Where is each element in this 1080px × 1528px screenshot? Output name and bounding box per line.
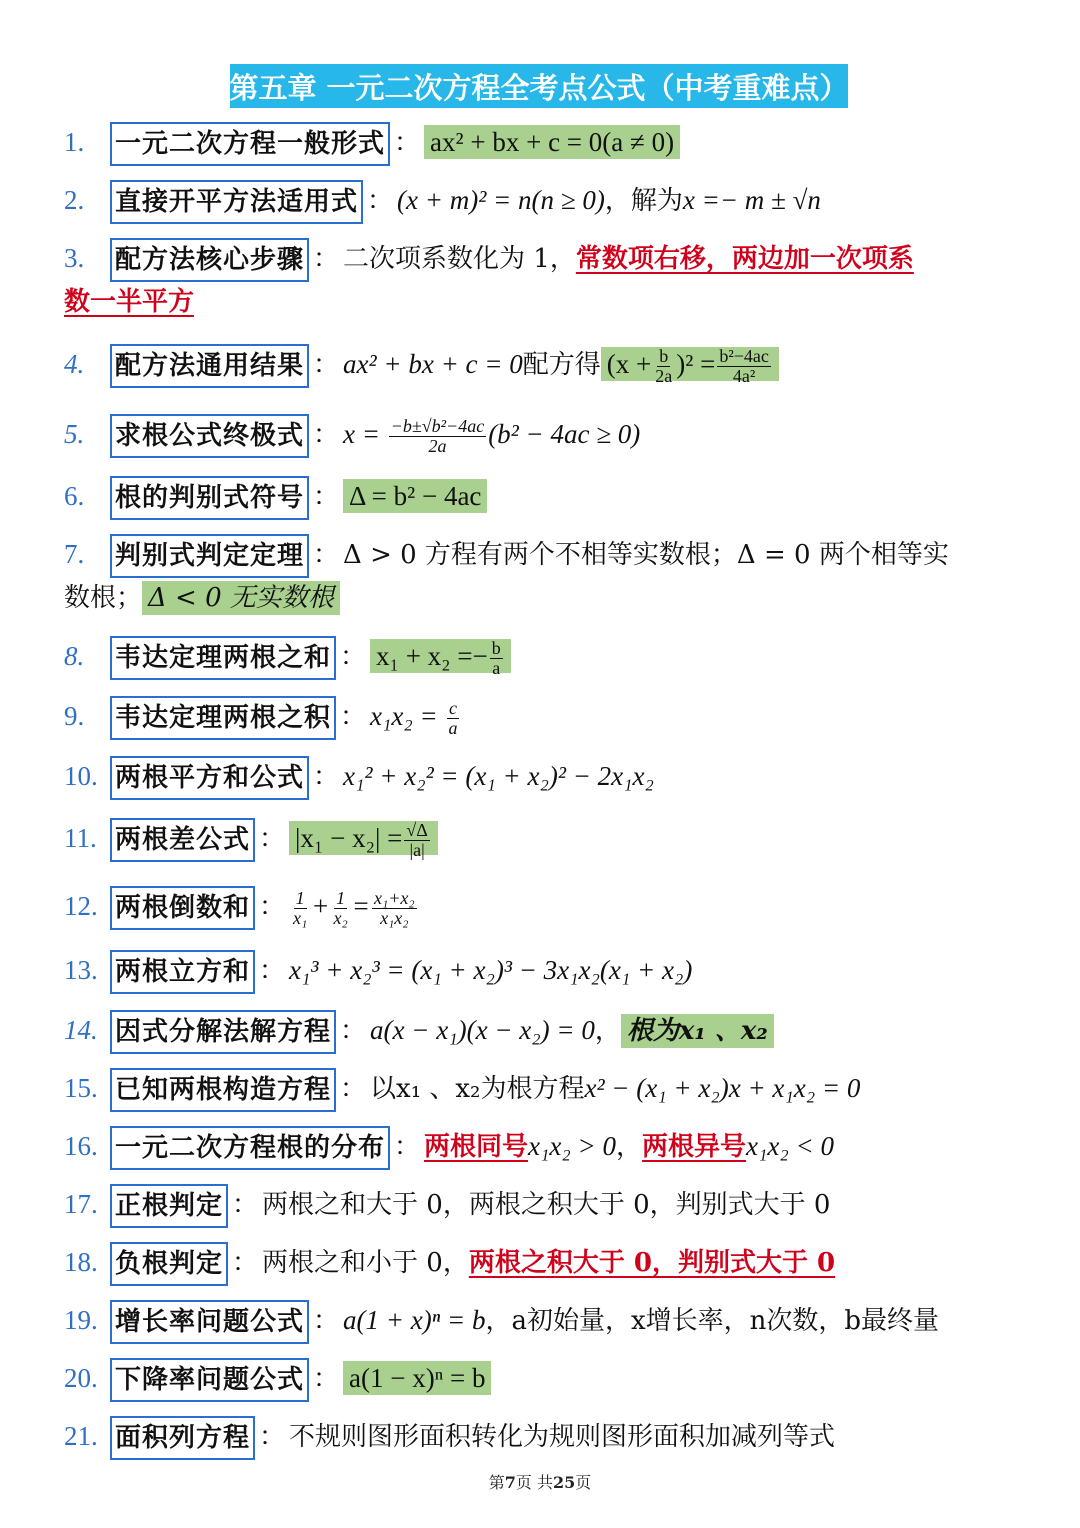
emphasis-text: 两根异号 <box>642 1132 747 1162</box>
item-number: 13. <box>64 955 98 985</box>
item-number: 11. <box>64 823 97 853</box>
text: ，a初始量，x增长率，n次数，b最终量 <box>485 1306 940 1336</box>
text: 两根之和大于 0，两根之积大于 0，判别式大于 0 <box>262 1190 831 1220</box>
keyword-box: 一元二次方程根的分布 <box>110 1126 390 1170</box>
keyword-box: 配方法核心步骤 <box>110 238 309 282</box>
page-title: 第五章 一元二次方程全考点公式（中考重难点） <box>230 64 848 108</box>
formula-highlight: x₁ + x₂ =− $\frac{b}{a}$ <box>370 639 511 673</box>
keyword-box: 求根公式终极式 <box>110 414 309 458</box>
keyword-box: 下降率问题公式 <box>110 1358 309 1402</box>
text: Δ > 0 方程有两个不相等实数根；Δ = 0 两个相等实 <box>343 540 949 570</box>
emphasis-text: 两根同号 <box>424 1132 529 1162</box>
formula-item: 15. 已知两根构造方程 ： 以x₁ 、x₂为根方程x² − (x₁ + x₂)x + x₁x₂ = 0 <box>64 1066 1024 1112</box>
item-number: 18. <box>64 1247 98 1277</box>
formula: a(1 − x)ⁿ = b <box>343 1361 491 1395</box>
text: 数根； <box>64 583 143 613</box>
keyword-box: 两根倒数和 <box>110 886 255 930</box>
item-number: 19. <box>64 1305 98 1335</box>
item-number: 4. <box>64 349 85 379</box>
item-number: 21. <box>64 1421 98 1451</box>
text: 配方得 <box>522 350 601 380</box>
formula-item: 13. 两根立方和 ： x₁³ + x₂³ = (x₁ + x₂)³ − 3x₁x₂(x₁ + x₂) <box>64 948 1024 994</box>
formula: $\frac{1}{\text{x₁}}$ + $\frac{1}{\text{x₂}}$ = $\frac{\text{x₁+x₂}}{\text{x₁x₂}}$ <box>293 888 415 929</box>
formula: x =− m ± √n <box>682 185 821 215</box>
text: ， <box>616 1132 643 1162</box>
formula: (x + m)² = n(n ≥ 0) <box>397 185 605 215</box>
text: 以x₁ 、x₂为根方程 <box>370 1074 585 1104</box>
text: 不规则图形面积转化为规则图形面积加减列等式 <box>289 1422 836 1452</box>
item-number: 7. <box>64 539 85 569</box>
formula-item: 3. 配方法核心步骤 ： 二次项系数化为 1，常数项右移，两边加一次项系 <box>64 236 1024 282</box>
formula-item: 9. 韦达定理两根之积 ： x₁x₂ = $\frac{c}{a}$ <box>64 694 1024 740</box>
formula-highlight: Δ < 0 无实数根 <box>142 581 340 615</box>
keyword-box: 增长率问题公式 <box>110 1300 309 1344</box>
keyword-box: 韦达定理两根之积 <box>110 696 336 740</box>
keyword-box: 已知两根构造方程 <box>110 1068 336 1112</box>
item-number: 1. <box>64 127 85 157</box>
keyword-box: 因式分解法解方程 <box>110 1010 336 1054</box>
item-number: 17. <box>64 1189 98 1219</box>
formula-item: 17. 正根判定 ： 两根之和大于 0，两根之积大于 0，判别式大于 0 <box>64 1182 1024 1228</box>
emphasis-text: 两根之积大于 0，判别式大于 0 <box>468 1248 836 1278</box>
item-number: 5. <box>64 419 85 449</box>
item-number: 3. <box>64 243 85 273</box>
formula: x₁x₂ > 0 <box>528 1131 617 1161</box>
formula: a(x − x₁)(x − x₂) = 0 <box>370 1015 595 1045</box>
item-number: 10. <box>64 761 98 791</box>
page-number: 7 <box>504 1473 516 1492</box>
formula-item: 19. 增长率问题公式 ： a(1 + x)ⁿ = b，a初始量，x增长率，n次数，b最终量 <box>64 1298 1024 1344</box>
keyword-box: 面积列方程 <box>110 1416 255 1460</box>
formula-item: 1. 一元二次方程一般形式 ： ax² + bx + c = 0(a ≠ 0) <box>64 120 1024 166</box>
item-number: 14. <box>64 1015 98 1045</box>
formula: ax² + bx + c = 0(a ≠ 0) <box>424 125 680 159</box>
formula-item: 14. 因式分解法解方程 ： a(x − x₁)(x − x₂) = 0， 根为x₁ 、x₂ <box>64 1008 1024 1054</box>
formula-item: 11. 两根差公式 ： |x₁ − x₂| = $\frac{√\Delta}{|a|}$ <box>64 816 1024 862</box>
formula: x₁³ + x₂³ = (x₁ + x₂)³ − 3x₁x₂(x₁ + x₂) <box>289 955 693 985</box>
formula-item: 16. 一元二次方程根的分布 ： 两根同号x₁x₂ > 0，两根异号x₁x₂ < 0 <box>64 1124 1024 1170</box>
keyword-box: 判别式判定定理 <box>110 534 309 578</box>
formula-item: 6. 根的判别式符号 ： Δ = b² − 4ac <box>64 474 1024 520</box>
formula: x² − (x₁ + x₂)x + x₁x₂ = 0 <box>584 1073 861 1103</box>
formula: Δ = b² − 4ac <box>343 479 487 513</box>
page-footer: 第7页 共25页 <box>488 1473 592 1492</box>
keyword-box: 一元二次方程一般形式 <box>110 122 390 166</box>
total-pages: 25 <box>552 1473 576 1492</box>
text: 二次项系数化为 1， <box>343 244 576 274</box>
item-number: 15. <box>64 1073 98 1103</box>
keyword-box: 直接开平方法适用式 <box>110 180 363 224</box>
formula-item: 18. 负根判定 ： 两根之和小于 0，两根之积大于 0，判别式大于 0 <box>64 1240 1024 1286</box>
formula: x₁² + x₂² = (x₁ + x₂)² − 2x₁x₂ <box>343 761 654 791</box>
formula-item: 20. 下降率问题公式 ： a(1 − x)ⁿ = b <box>64 1356 1024 1402</box>
keyword-box: 配方法通用结果 <box>110 344 309 388</box>
formula-item: 4. 配方法通用结果 ： ax² + bx + c = 0配方得 (x + $\frac{b}{2a}$ )² = $\frac{\text{b²−4ac}}{\text{4a²}}$ <box>64 342 1024 388</box>
formula-highlight: (x + $\frac{b}{2a}$ )² = $\frac{\text{b²−4ac}}{\text{4a²}}$ <box>601 347 779 381</box>
formula: a(1 + x)ⁿ = b <box>343 1305 486 1335</box>
keyword-box: 韦达定理两根之和 <box>110 636 336 680</box>
formula: x₁x₂ = $\frac{c}{a}$ <box>370 698 458 739</box>
item-number: 8. <box>64 641 85 671</box>
item-number: 6. <box>64 481 85 511</box>
formula-item: 2. 直接开平方法适用式 ： (x + m)² = n(n ≥ 0)，解为x =− m ± √n <box>64 178 1024 224</box>
keyword-box: 两根立方和 <box>110 950 255 994</box>
formula-item: 10. 两根平方和公式 ： x₁² + x₂² = (x₁ + x₂)² − 2x₁x₂ <box>64 754 1024 800</box>
keyword-box: 两根平方和公式 <box>110 756 309 800</box>
formula-item: 7. 判别式判定定理 ： Δ > 0 方程有两个不相等实数根；Δ = 0 两个相等实 <box>64 532 1024 578</box>
formula-item: 12. 两根倒数和 ： $\frac{1}{\text{x₁}}$ + $\frac{1}{\text{x₂}}$ = $\frac{\text{x₁+x₂}}{\text{x₁x₂}}$ <box>64 884 1024 930</box>
text: ，解为 <box>604 186 683 216</box>
keyword-box: 负根判定 <box>110 1242 228 1286</box>
keyword-box: 正根判定 <box>110 1184 228 1228</box>
keyword-box: 两根差公式 <box>110 818 255 862</box>
emphasis-text: 数一半平方 <box>64 287 195 317</box>
formula: x = $\frac{\text{−b±√b²−4ac}}{2a}$ (b² − 4ac ≥ 0) <box>343 416 641 457</box>
formula-highlight: |x₁ − x₂| = $\frac{√\Delta}{|a|}$ <box>289 821 438 855</box>
item-number: 2. <box>64 185 85 215</box>
formula: x₁x₂ < 0 <box>746 1131 835 1161</box>
text: 两根之和小于 0， <box>262 1248 469 1278</box>
formula-item: 8. 韦达定理两根之和 ： x₁ + x₂ =− $\frac{b}{a}$ <box>64 634 1024 680</box>
item-number: 16. <box>64 1131 98 1161</box>
item-number: 9. <box>64 701 85 731</box>
keyword-box: 根的判别式符号 <box>110 476 309 520</box>
text: ， <box>594 1016 621 1046</box>
formula: ax² + bx + c = 0 <box>343 349 523 379</box>
formula-highlight: 根为x₁ 、x₂ <box>621 1014 774 1048</box>
item-number: 12. <box>64 891 98 921</box>
item-number: 20. <box>64 1363 98 1393</box>
emphasis-text: 常数项右移，两边加一次项系 <box>575 244 914 274</box>
formula-item: 21. 面积列方程 ： 不规则图形面积转化为规则图形面积加减列等式 <box>64 1414 1024 1460</box>
formula-item: 5. 求根公式终极式 ： x = $\frac{\text{−b±√b²−4ac}}{2a}$ (b² − 4ac ≥ 0) <box>64 412 1024 458</box>
